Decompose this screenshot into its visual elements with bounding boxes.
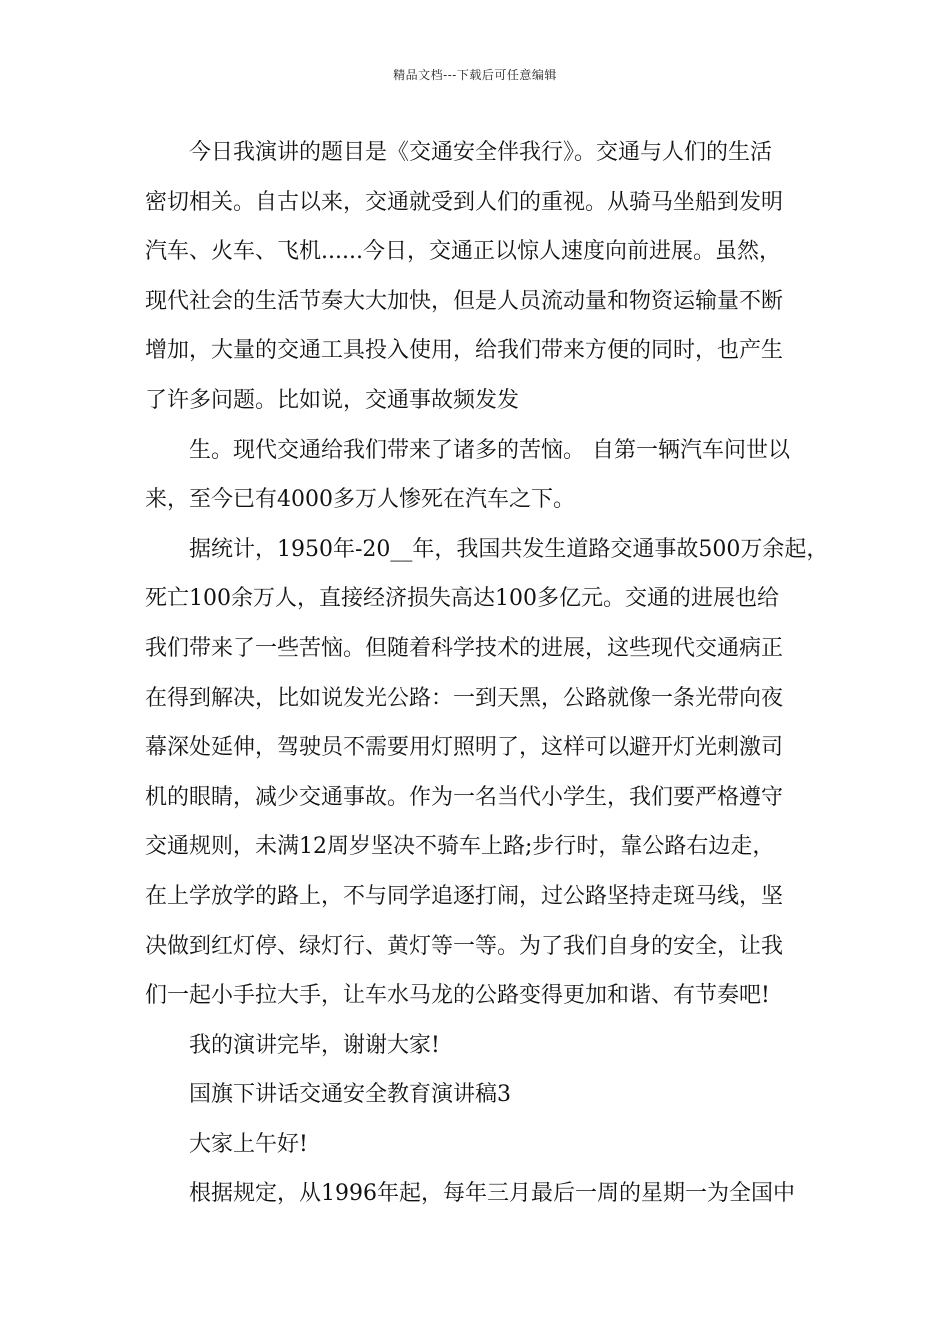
greeting-line: 大家上午好!	[189, 1131, 308, 1157]
text-line: 生。现代交通给我们带来了诸多的苦恼。 自第一辆汽车问世以	[189, 437, 790, 463]
text-line: 了许多问题。比如说，交通事故频发发	[145, 387, 520, 413]
text-line: 增加，大量的交通工具投入使用，给我们带来方便的同时，也产生	[145, 338, 784, 364]
text-line: 现代社会的生活节奏大大加快，但是人员流动量和物资运输量不断	[145, 288, 784, 314]
text-line: 幕深处延伸，驾驶员不需要用灯照明了，这样可以避开灯光刺激司	[145, 735, 784, 761]
text-line: 在上学放学的路上，不与同学追逐打闹，过公路坚持走斑马线，坚	[145, 883, 784, 909]
page-header: 精品文档---下载后可任意编辑	[393, 68, 557, 82]
document-body	[145, 128, 835, 1219]
text-line: 机的眼睛，减少交通事故。作为一名当代小学生，我们要严格遵守	[145, 784, 784, 810]
text-line: 据统计，1950年-20__年，我国共发生道路交通事故500万余起，	[189, 536, 829, 562]
text-line: 我们带来了一些苦恼。但随着科学技术的进展，这些现代交通病正	[145, 635, 784, 661]
text-line: 交通规则，未满12周岁坚决不骑车上路;步行时，靠公路右边走，	[145, 834, 775, 860]
text-line: 在得到解决，比如说发光公路：一到天黑，公路就像一条光带向夜	[145, 685, 784, 711]
text-line: 我的演讲完毕，谢谢大家!	[189, 1032, 440, 1058]
section-title: 国旗下讲话交通安全教育演讲稿3	[189, 1082, 511, 1108]
text-line: 们一起小手拉大手，让车水马龙的公路变得更加和谐、有节奏吧!	[145, 983, 770, 1009]
text-line: 根据规定，从1996年起，每年三月最后一周的星期一为全国中	[189, 1181, 795, 1207]
text-line: 汽车、火车、飞机......今日，交通正以惊人速度向前进展。虽然，	[145, 239, 781, 265]
text-line: 今日我演讲的题目是《交通安全伴我行》。交通与人们的生活	[189, 140, 773, 165]
text-line: 密切相关。自古以来，交通就受到人们的重视。从骑马坐船到发明	[145, 189, 784, 215]
text-line: 决做到红灯停、绿灯行、黄灯等一等。为了我们自身的安全，让我	[145, 933, 784, 959]
text-line: 死亡100余万人，直接经济损失高达100多亿元。交通的进展也给	[145, 586, 779, 612]
text-line: 来，至今已有4000多万人惨死在汽车之下。	[145, 487, 575, 513]
